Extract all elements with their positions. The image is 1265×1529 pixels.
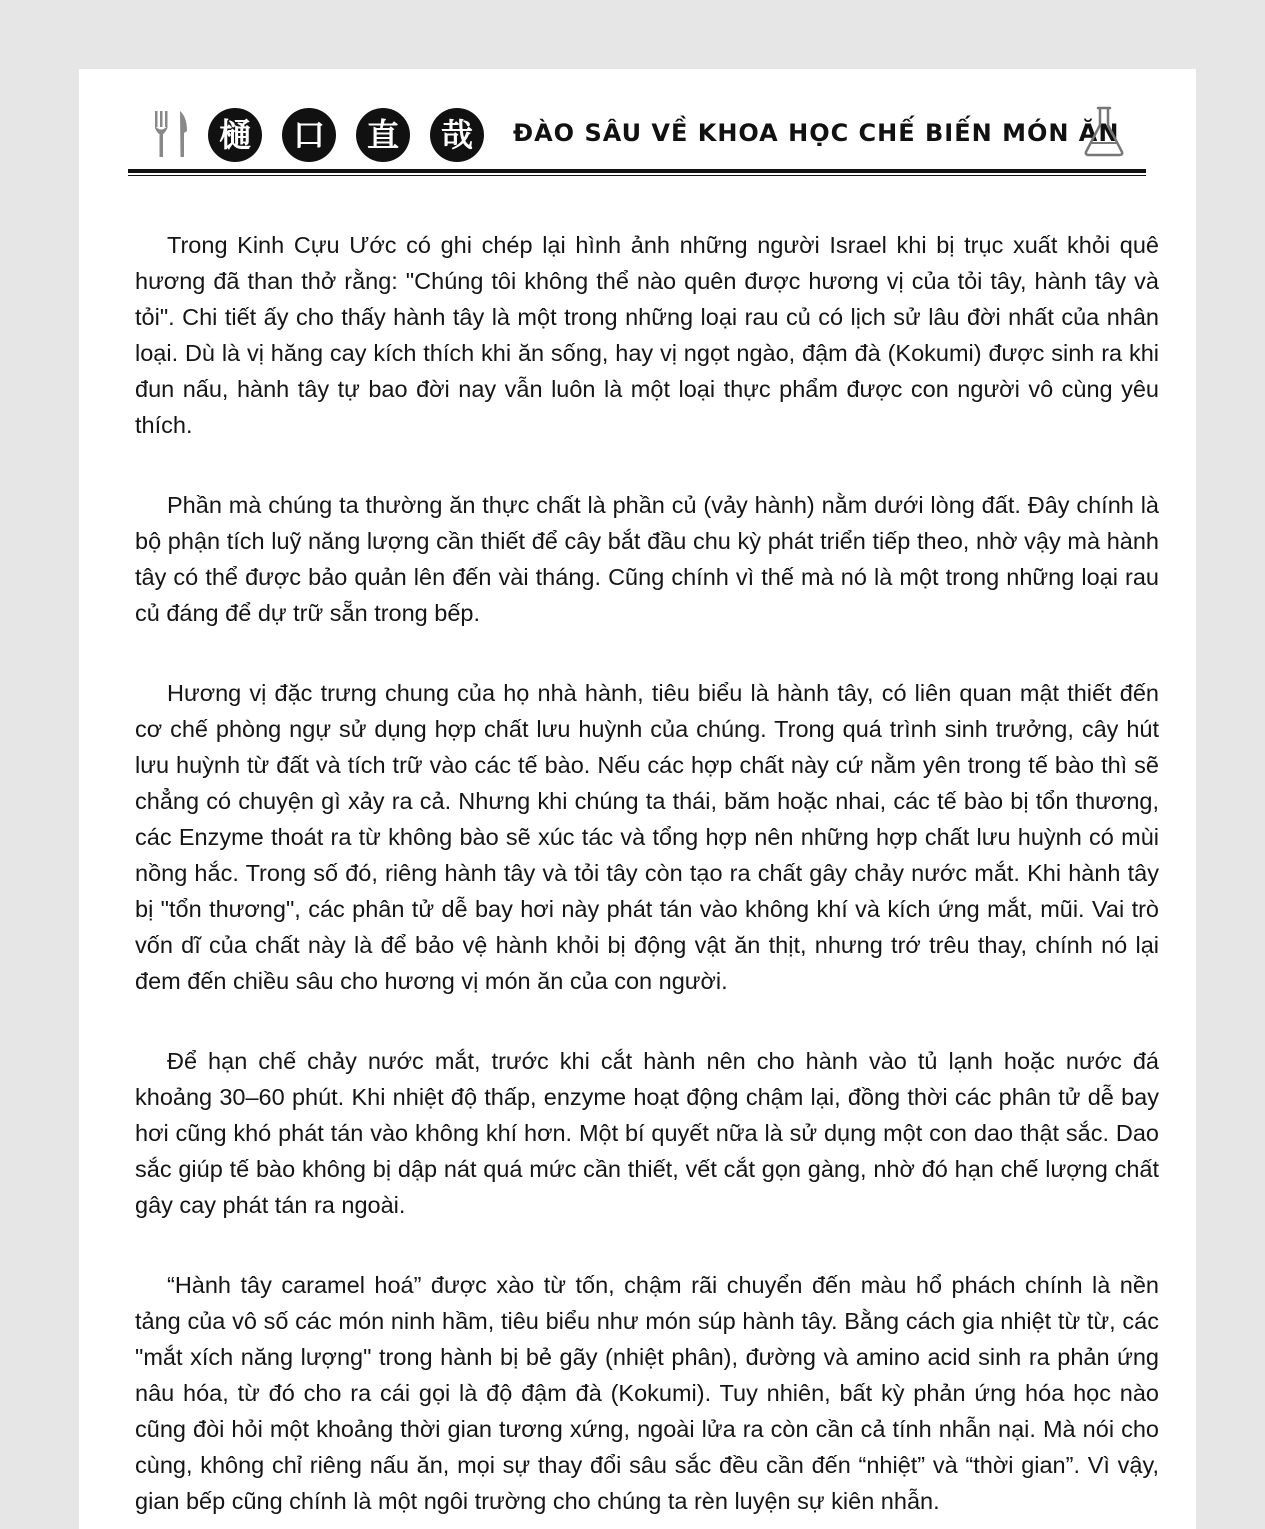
author-kanji-4: 哉 xyxy=(440,116,473,154)
flask-icon xyxy=(1082,105,1126,157)
fork-knife-icon xyxy=(154,109,190,159)
author-kanji-circle xyxy=(208,108,262,162)
header-rule-thin xyxy=(128,175,1146,176)
author-kanji-circle xyxy=(282,108,336,162)
page-title: ĐÀO SÂU VỀ KHOA HỌC CHẾ BIẾN MÓN ĂN xyxy=(513,119,1120,147)
author-kanji-2: 口 xyxy=(292,116,325,154)
author-kanji-3: 直 xyxy=(366,116,399,154)
author-kanji-circle xyxy=(430,108,484,162)
author-kanji-1: 樋 xyxy=(218,116,251,154)
article-body xyxy=(135,227,1159,1519)
paragraph: Phần mà chúng ta thường ăn thực chất là phần củ (vảy hành) nằm dưới lòng đất. Đây chính là bộ phận tích luỹ năng lượng cần thiết để cây bắt đầu chu kỳ phát triển tiếp theo, nhờ vậy mà hành tây có thể được bảo quản lên đến vài tháng. Cũng chính vì thế mà nó là một trong những loại rau củ đáng để dự trữ sẵn trong bếp. xyxy=(135,492,1159,626)
page-header xyxy=(127,93,1147,173)
paragraph: Để hạn chế chảy nước mắt, trước khi cắt hành nên cho hành vào tủ lạnh hoặc nước đá khoảng 30–60 phút. Khi nhiệt độ thấp, enzyme hoạt động chậm lại, đồng thời các phân tử dễ bay hơi cũng khó phát tán vào không khí hơn. Một bí quyết nữa là sử dụng một con dao thật sắc. Dao sắc giúp tế bào không bị dập nát quá mức cần thiết, vết cắt gọn gàng, nhờ đó hạn chế lượng chất gây cay phát tán ra ngoài. xyxy=(135,1048,1159,1218)
page-sheet xyxy=(79,69,1196,1529)
paragraph: Hương vị đặc trưng chung của họ nhà hành, tiêu biểu là hành tây, có liên quan mật thiết đến cơ chế phòng ngự sử dụng hợp chất lưu huỳnh của chúng. Trong quá trình sinh trưởng, cây hút lưu huỳnh từ đất và tích trữ vào các tế bào. Nếu các hợp chất này cứ nằm yên trong tế bào thì sẽ chẳng có chuyện gì xảy ra cả. Nhưng khi chúng ta thái, băm hoặc nhai, các tế bào bị tổn thương, các Enzyme thoát ra từ không bào sẽ xúc tác và tổng hợp nên những hợp chất lưu huỳnh có mùi nồng hắc. Trong số đó, riêng hành tây và tỏi tây còn tạo ra chất gây chảy nước mắt. Khi hành tây bị "tổn thương", các phân tử dễ bay hơi này phát tán vào không khí và kích ứng mắt, mũi. Vai trò vốn dĩ của chất này là để bảo vệ hành khỏi bị động vật ăn thịt, nhưng trớ trêu thay, chính nó lại đem đến chiều sâu cho hương vị món ăn của con người. xyxy=(135,680,1159,994)
paragraph: Trong Kinh Cựu Ước có ghi chép lại hình ảnh những người Israel khi bị trục xuất khỏi quê hương đã than thở rằng: "Chúng tôi không thể nào quên được hương vị của tỏi tây, hành tây và tỏi". Chi tiết ấy cho thấy hành tây là một trong những loại rau củ có lịch sử lâu đời nhất của nhân loại. Dù là vị hăng cay kích thích khi ăn sống, hay vị ngọt ngào, đậm đà (Kokumi) được sinh ra khi đun nấu, hành tây tự bao đời nay vẫn luôn là một loại thực phẩm được con người vô cùng yêu thích. xyxy=(135,232,1159,438)
header-rule xyxy=(128,169,1146,173)
paragraph: “Hành tây caramel hoá” được xào từ tốn, chậm rãi chuyển đến màu hổ phách chính là nền tảng của vô số các món ninh hầm, tiêu biểu như món súp hành tây. Bằng cách gia nhiệt từ từ, các "mắt xích năng lượng" trong hành bị bẻ gãy (nhiệt phân), đường và amino acid sinh ra phản ứng nâu hóa, từ đó cho ra cái gọi là độ đậm đà (Kokumi). Tuy nhiên, bất kỳ phản ứng hóa học nào cũng đòi hỏi một khoảng thời gian tương xứng, ngoài lửa ra còn cần cả tính nhẫn nại. Mà nói cho cùng, không chỉ riêng nấu ăn, mọi sự thay đổi sâu sắc đều cần đến “nhiệt” và “thời gian”. Vì vậy, gian bếp cũng chính là một ngôi trường cho chúng ta rèn luyện sự kiên nhẫn. xyxy=(135,1272,1159,1514)
author-kanji-circle xyxy=(356,108,410,162)
